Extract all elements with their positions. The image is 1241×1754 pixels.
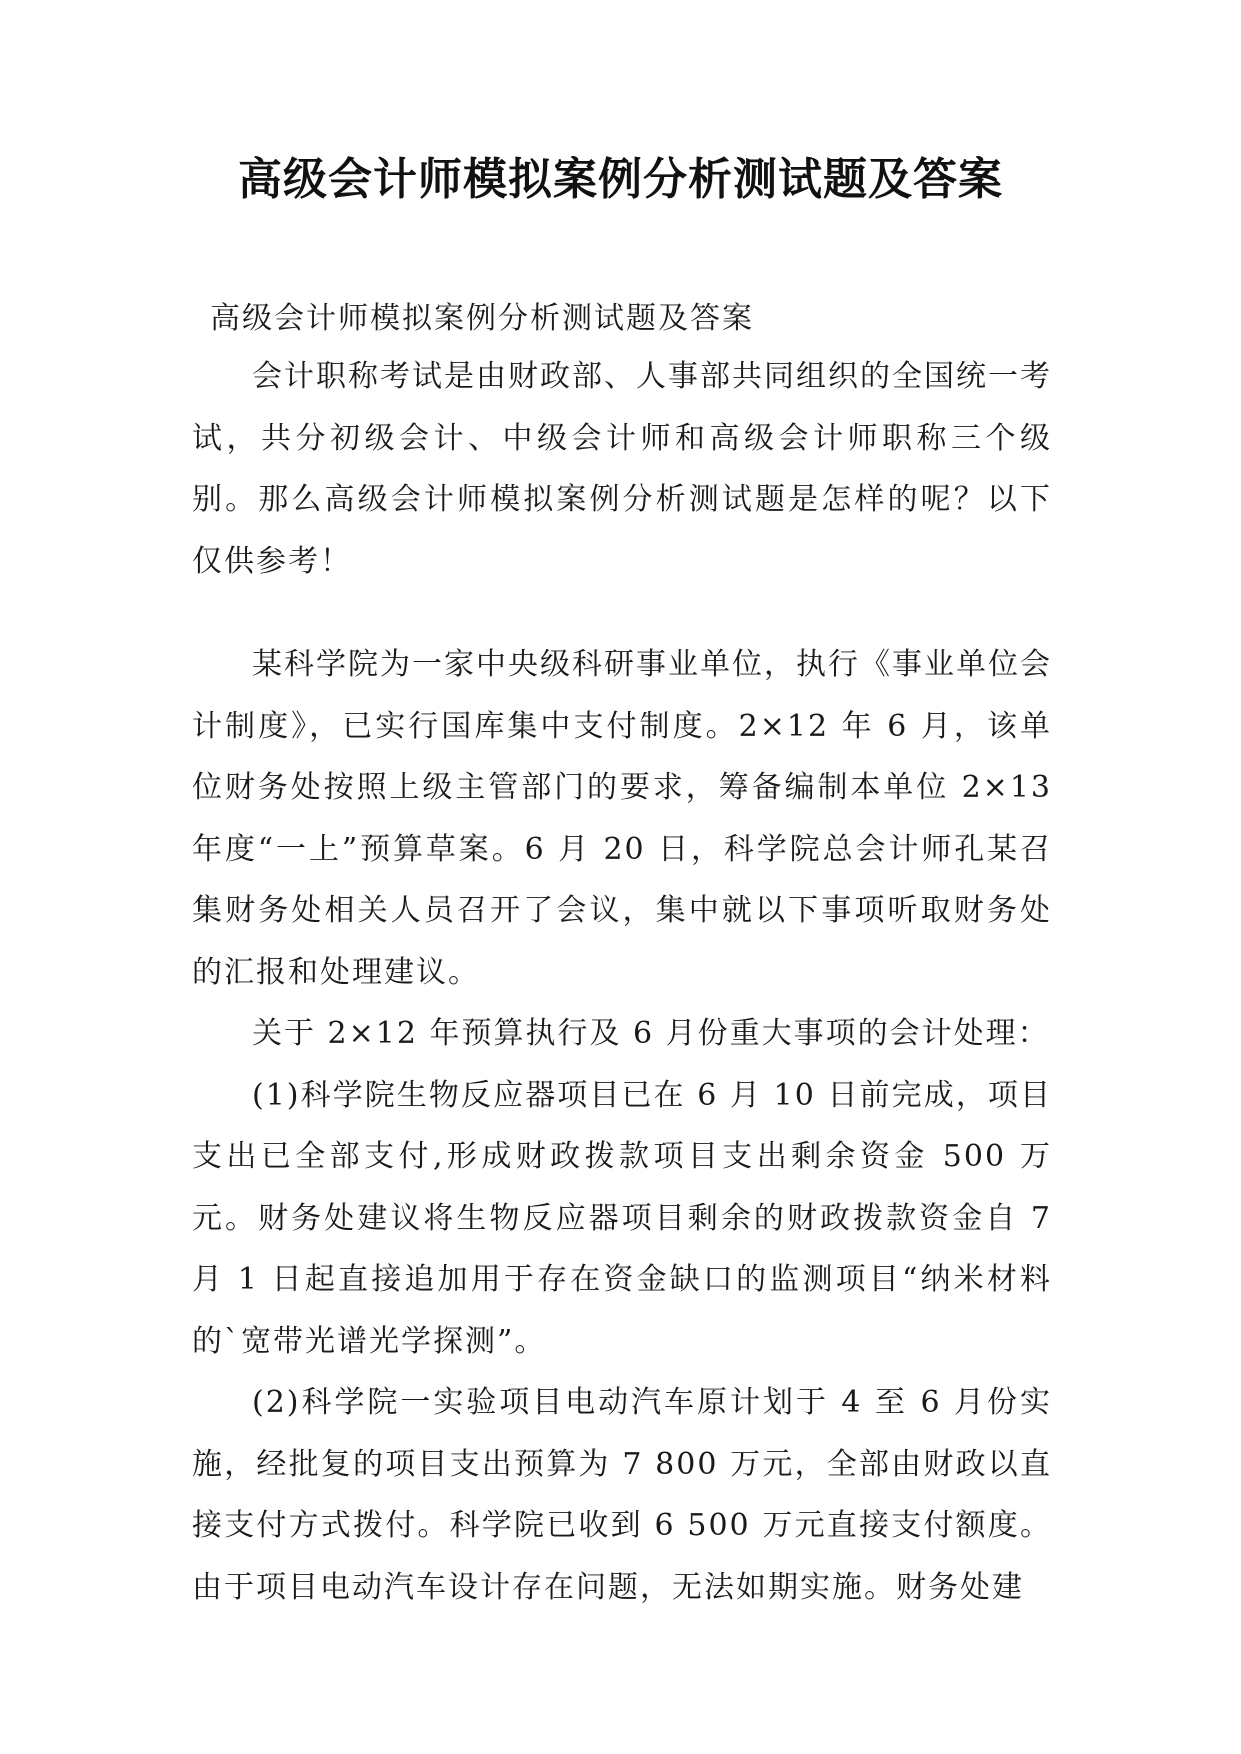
intro-paragraph: 会计职称考试是由财政部、人事部共同组织的全国统一考试，共分初级会计、中级会计师和高级会计师职称三个级别。那么高级会计师模拟案例分析测试题是怎样的呢？以下仅供参考！ (192, 359, 1052, 579)
case-paragraph-heading: 关于 2×12 年预算执行及 6 月份重大事项的会计处理： (252, 1016, 1050, 1051)
case-block (192, 634, 1052, 1618)
intro-block (192, 346, 1052, 592)
document-subtitle: 高级会计师模拟案例分析测试题及答案 (210, 301, 754, 336)
document-title: 高级会计师模拟案例分析测试题及答案 (238, 154, 1003, 205)
case-paragraph-item-2: (2)科学院一实验项目电动汽车原计划于 4 至 6 月份实施，经批复的项目支出预算为 7 800 万元，全部由财政以直接支付方式拨付。科学院已收到 6 500 万元直接支付额度。由于项目电动汽车设计存在问题，无法如期实施。财务处建 (192, 1385, 1052, 1605)
case-paragraph-background: 某科学院为一家中央级科研事业单位，执行《事业单位会计制度》，已实行国库集中支付制度。2×12 年 6 月，该单位财务处按照上级主管部门的要求，筹备编制本单位 2×13 年度“一上”预算草案。6 月 20 日，科学院总会计师孔某召集财务处相关人员召开了会议，集中就以下事项听取财务处的汇报和处理建议。 (192, 647, 1052, 990)
case-paragraph-item-1: (1)科学院生物反应器项目已在 6 月 10 日前完成，项目支出已全部支付,形成财政拨款项目支出剩余资金 500 万元。财务处建议将生物反应器项目剩余的财政拨款资金自 7 月 1 日起直接追加用于存在资金缺口的监测项目“纳米材料的`宽带光谱光学探测”。 (192, 1077, 1052, 1359)
